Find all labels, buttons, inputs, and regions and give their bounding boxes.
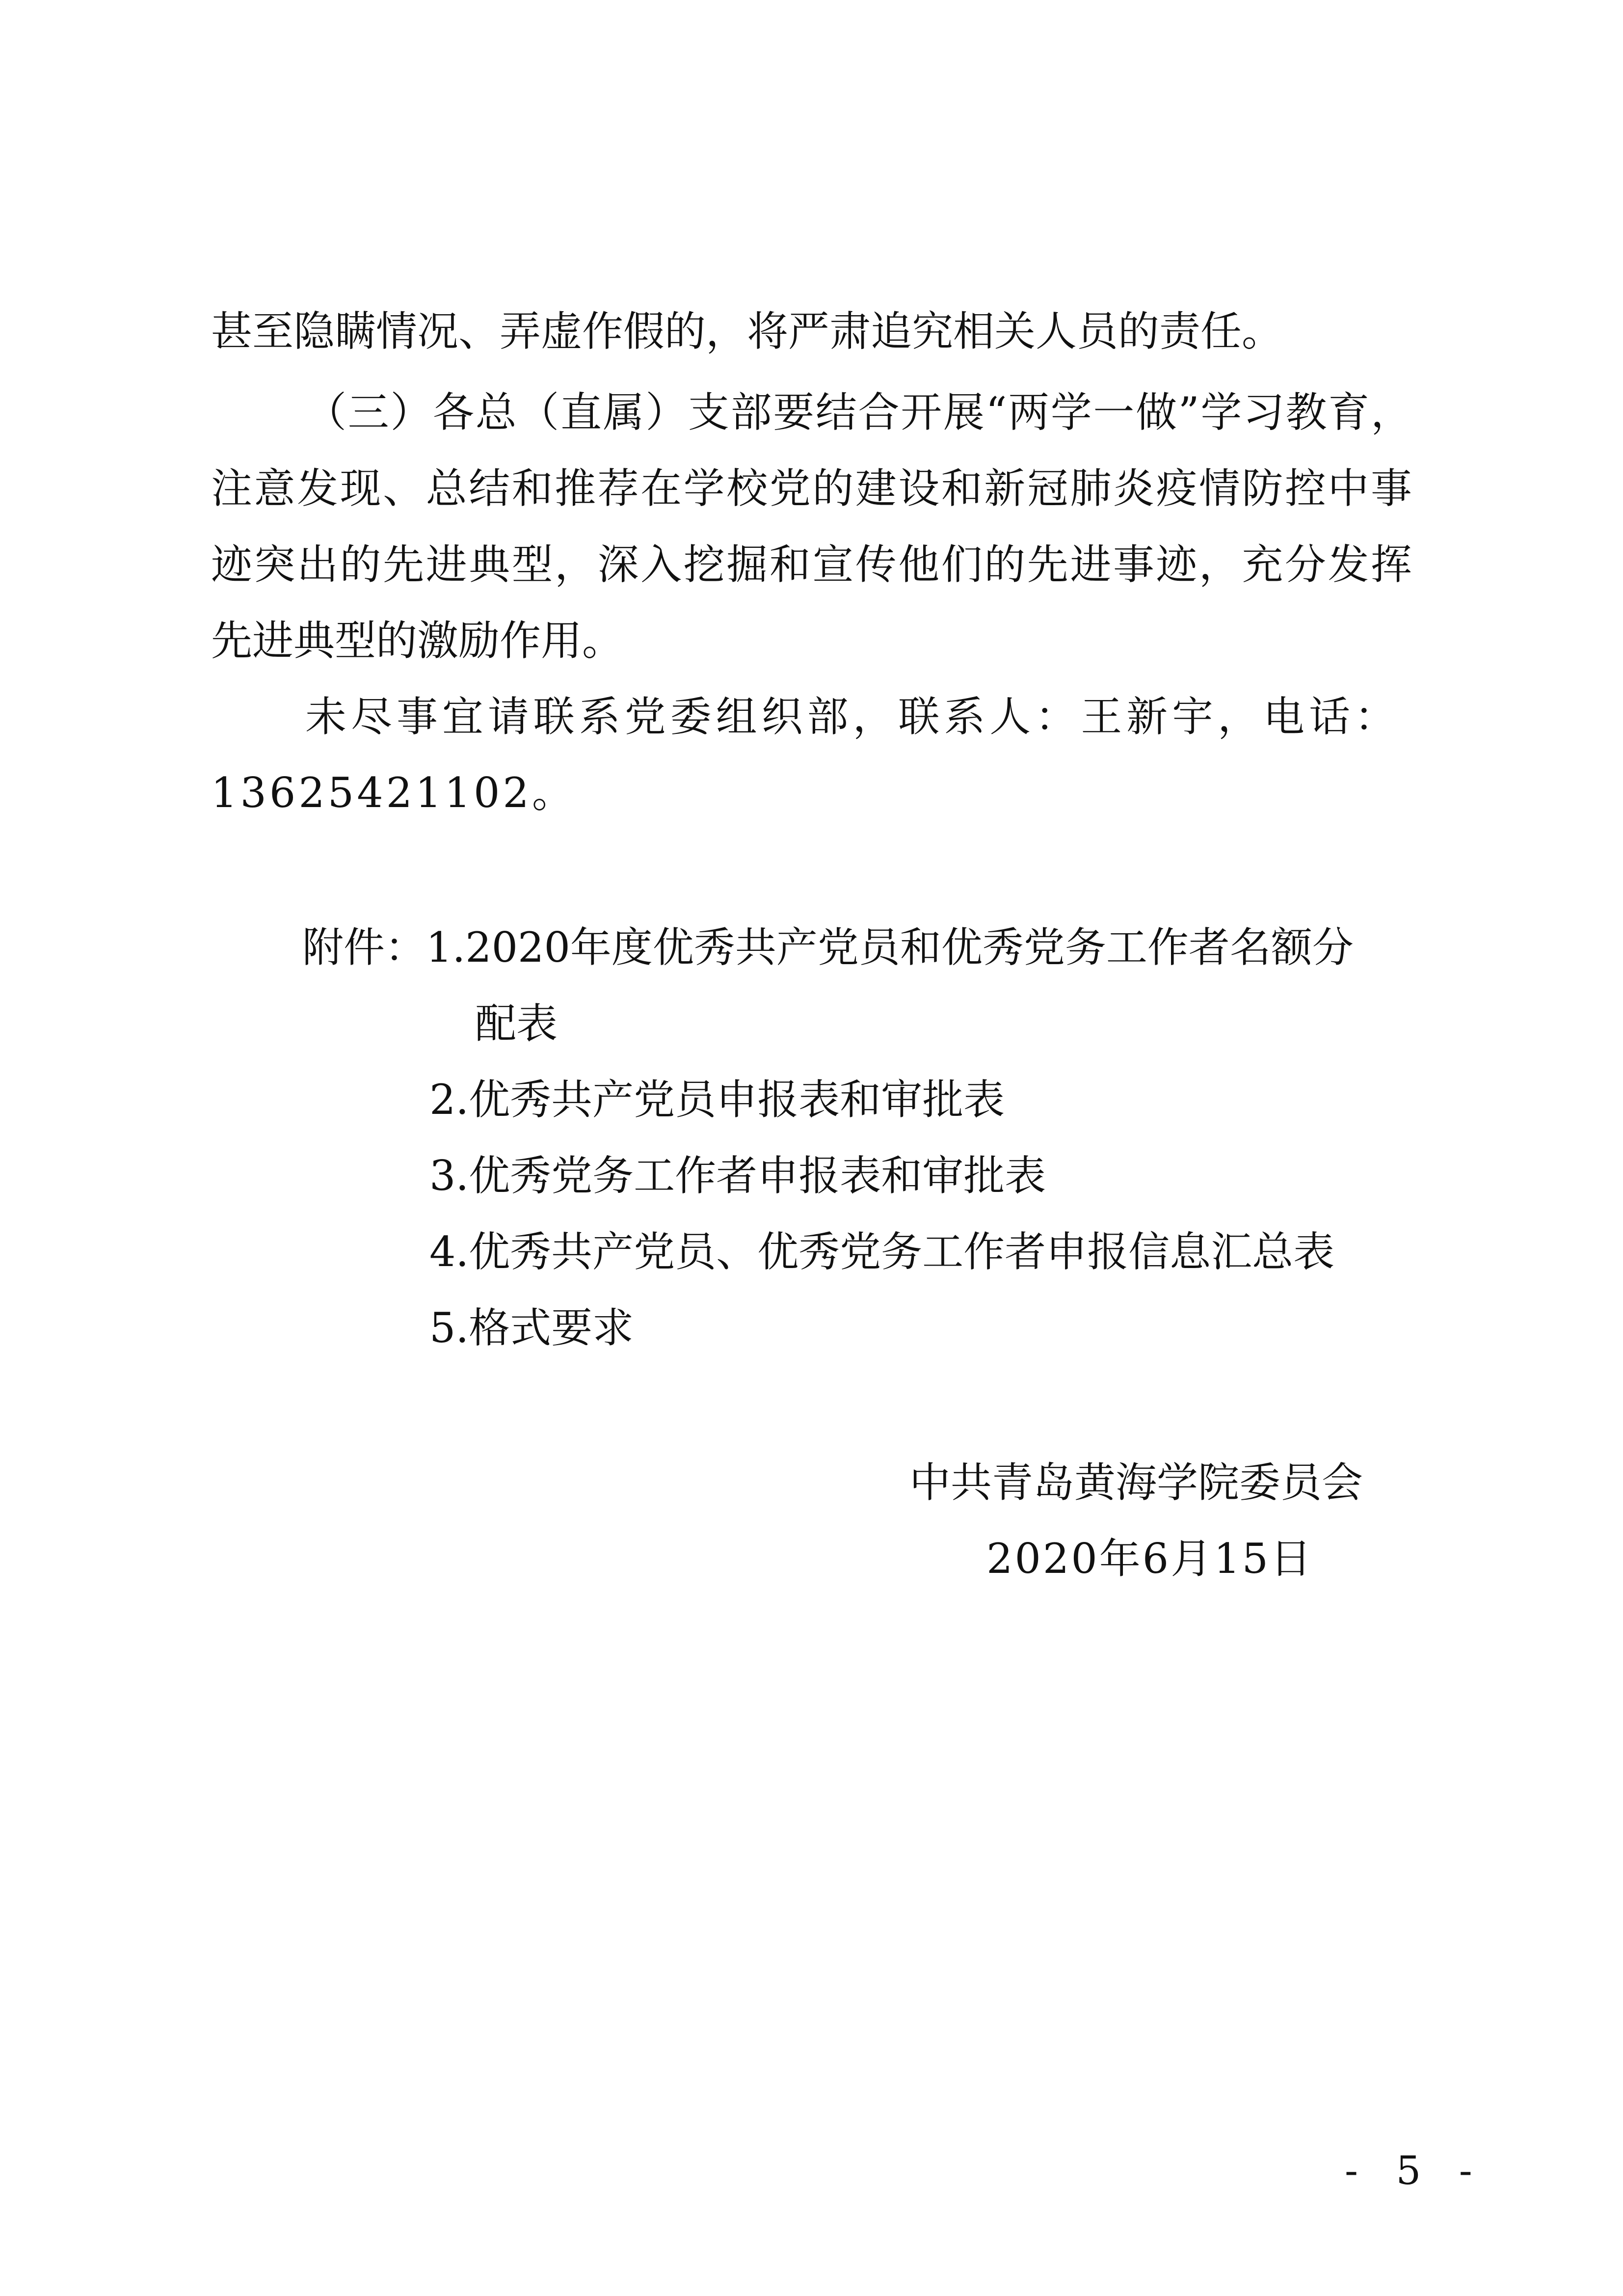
attachment-item-4: 4.优秀共产党员、优秀党务工作者申报信息汇总表	[429, 1228, 1335, 1276]
attachment-item-1-continued: 配表	[475, 999, 558, 1048]
body-line-1: 甚至隐瞒情况、弄虚作假的，将严肃追究相关人员的责任。	[211, 307, 1283, 355]
attachment-item-5: 5.格式要求	[429, 1304, 634, 1352]
para-3-line-4: 先进典型的激励作用。	[211, 617, 624, 665]
para-3-line-2: 注 意 发 现 、 总 结 和 推 荐 在 学 校 党 的 建 设 和 新 冠 肺 炎 疫 情 防 控 中 事	[211, 464, 1412, 513]
signature-organization: 中共青岛黄海学院委员会	[909, 1459, 1363, 1507]
attachment-list-first-line	[302, 923, 1354, 972]
signature-date: 2020年6月15日	[986, 1535, 1314, 1583]
para-3-line-3: 迹 突 出 的 先 进 典 型 ， 深 入 挖 掘 和 宣 传 他 们 的 先 进 事 迹 ， 充 分 发 挥	[211, 540, 1412, 589]
attachment-label: 附件：	[302, 923, 426, 972]
attachment-item-1: 1.2020年度优秀共产党员和优秀党务工作者名额分	[426, 923, 1354, 972]
para-3-line-1: （ 三 ） 各 总 （ 直 属 ） 支 部 要 结 合 开 展 “ 两 学 一 做 ” 学 习 教 育 ，	[305, 388, 1412, 436]
contact-line-2: 13625421102。	[211, 769, 576, 817]
contact-line-1: 未 尽 事 宜 请 联 系 党 委 组 织 部 ， 联 系 人 ： 王 新 宇 ， 电 话 ：	[305, 693, 1396, 741]
page-number: - 5 -	[1345, 2148, 1485, 2193]
attachment-item-3: 3.优秀党务工作者申报表和审批表	[429, 1152, 1046, 1200]
attachment-item-2: 2.优秀共产党员申报表和审批表	[429, 1076, 1005, 1124]
